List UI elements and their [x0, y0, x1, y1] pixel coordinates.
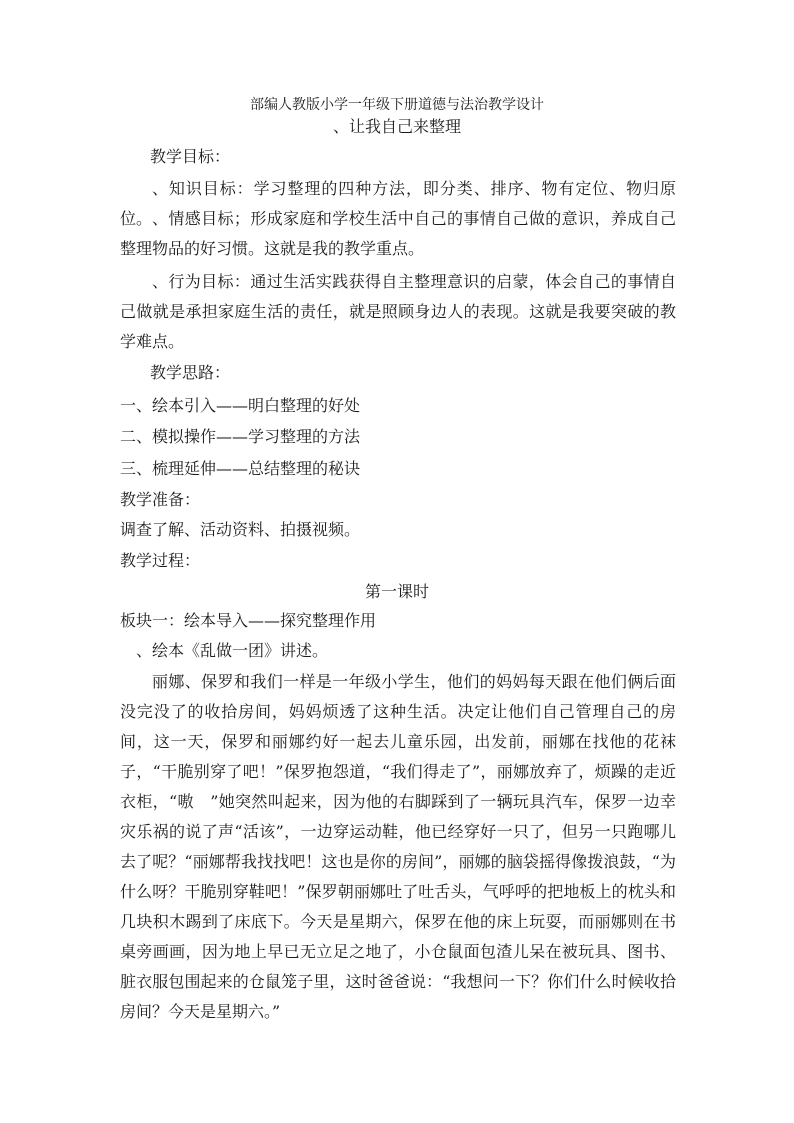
thinking-item-2: 二、模拟操作——学习整理的方法: [120, 427, 361, 446]
thinking-item-3: 三、梳理延伸——总结整理的秘诀: [120, 459, 361, 478]
goal-behavior: 、行为目标：通过生活实践获得自主整理意识的启蒙，体会自己的事情自己做就是承担家庭生活的责任，就是照顾身边人的表现。这就是我要突破的教学难点。: [120, 272, 676, 351]
goals-heading: 教学目标：: [150, 147, 231, 166]
goal-knowledge: 、知识目标：学习整理的四种方法，即分类、排序、物有定位、物归原位。: [120, 179, 676, 228]
thinking-heading: 教学思路：: [150, 363, 231, 382]
prep-content: 调查了解、活动资料、拍摄视频。: [120, 520, 361, 539]
story-paragraph: 丽娜、保罗和我们一样是一年级小学生，他们的妈妈每天跟在他们俩后面没完没了的收拾房间，妈妈烦透了这种生活。决定让他们自己管理自己的房间，这一天，保罗和丽娜约好一起去儿童乐园，出发前，丽娜在找他的花袜子，“干脆别穿了吧！”保罗抱怨道，“我们得走了”，丽娜放弃了，烦躁的走近衣柜，“嗷 ”她突然叫起来，因为他的右脚踩到了一辆玩具汽车，保罗一边幸灾乐祸的说了声“活该”，一边穿运动鞋，他已经穿好一只了，但另一只跑哪儿去了呢？“丽娜帮我找找吧！这也是你的房间”，丽娜的脑袋摇得像拨浪鼓，“为什么呀？干脆别穿鞋吧！”保罗朝丽娜吐了吐舌头，气呼呼的把地板上的枕头和几块积木踢到了床底下。今天是星期六，保罗在他的床上玩耍，而丽娜则在书桌旁画画，因为地上早已无立足之地了，小仓鼠面包渣儿呆在被玩具、图书、脏衣服包围起来的仓鼠笼子里，这时爸爸说：“我想问一下？你们什么时候收拾房间？今天是星期六。”: [120, 672, 676, 1021]
document-title: 部编人教版小学一年级下册道德与法治教学设计: [250, 97, 544, 113]
prep-heading: 教学准备：: [120, 490, 201, 509]
document-subtitle: 、让我自己来整理: [332, 117, 461, 136]
goal-emotion: 、情感目标；形成家庭和学校生活中自己的事情自己做的意识，养成自己整理物品的好习惯。这就是我的教学重点。: [120, 209, 676, 258]
story-intro: 、绘本《乱做一团》讲述。: [136, 641, 329, 660]
lesson-title: 第一课时: [364, 582, 429, 601]
block-one-heading: 板块一：绘本导入——探究整理作用: [120, 611, 377, 630]
thinking-item-1: 一、绘本引入——明白整理的好处: [120, 396, 361, 415]
process-heading: 教学过程：: [120, 551, 201, 570]
